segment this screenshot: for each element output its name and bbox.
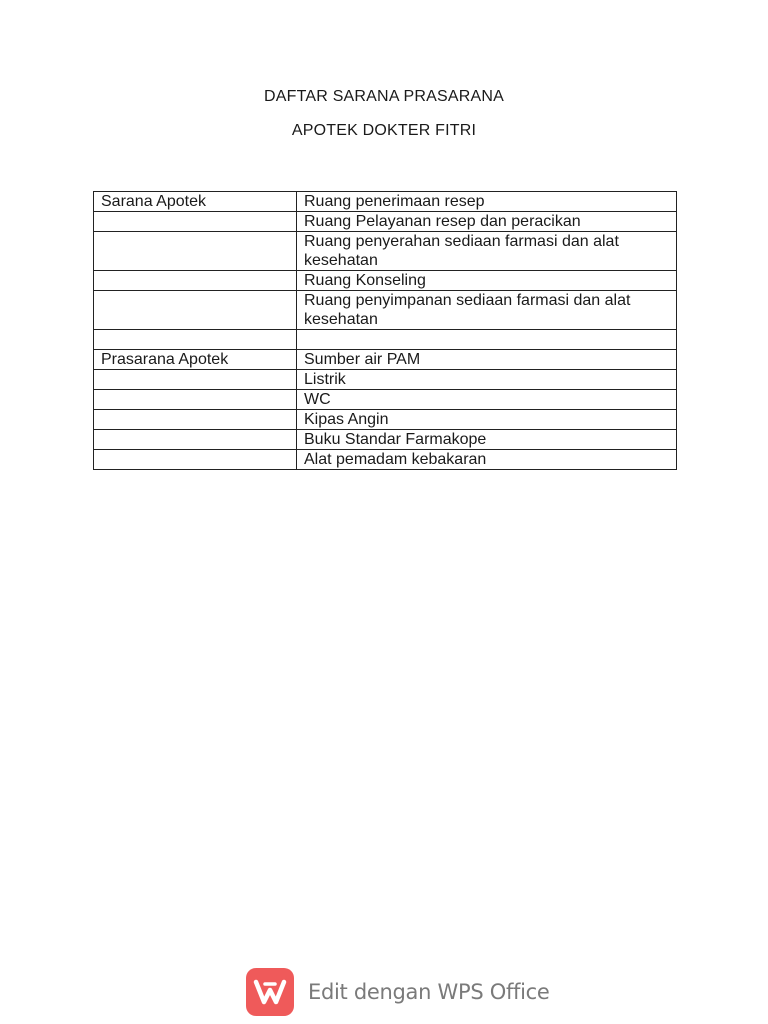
item-cell: Ruang penyerahan sediaan farmasi dan alat kesehatan (297, 232, 677, 271)
wps-logo-icon (246, 968, 294, 1016)
document-subtitle: APOTEK DOKTER FITRI (291, 122, 477, 139)
edit-with-wps-label: Edit dengan WPS Office (308, 980, 550, 1004)
table-row (94, 370, 677, 390)
table-row (94, 271, 677, 291)
category-cell (94, 271, 297, 291)
category-cell (94, 410, 297, 430)
category-cell (94, 450, 297, 470)
item-cell: WC (297, 390, 677, 410)
table-row (94, 410, 677, 430)
item-cell: Ruang penyimpanan sediaan farmasi dan alat kesehatan (297, 291, 677, 330)
category-cell: Sarana Apotek (94, 192, 297, 212)
table-row (94, 291, 677, 330)
category-cell (94, 212, 297, 232)
category-cell (94, 330, 297, 350)
item-cell (297, 330, 677, 350)
table-row (94, 232, 677, 271)
table-row (94, 192, 677, 212)
category-cell (94, 232, 297, 271)
facilities-table (93, 191, 677, 470)
item-cell: Alat pemadam kebakaran (297, 450, 677, 470)
item-cell: Sumber air PAM (297, 350, 677, 370)
item-cell: Kipas Angin (297, 410, 677, 430)
document-title: DAFTAR SARANA PRASARANA (264, 88, 504, 105)
item-cell: Ruang penerimaan resep (297, 192, 677, 212)
item-cell: Buku Standar Farmakope (297, 430, 677, 450)
item-cell: Ruang Pelayanan resep dan peracikan (297, 212, 677, 232)
table-row (94, 350, 677, 370)
edit-with-wps-button[interactable] (246, 968, 550, 1016)
category-cell (94, 370, 297, 390)
item-cell: Listrik (297, 370, 677, 390)
item-cell: Ruang Konseling (297, 271, 677, 291)
category-cell: Prasarana Apotek (94, 350, 297, 370)
table-row (94, 450, 677, 470)
table-row (94, 430, 677, 450)
table-row (94, 212, 677, 232)
category-cell (94, 390, 297, 410)
table-row (94, 330, 677, 350)
table-row (94, 390, 677, 410)
category-cell (94, 430, 297, 450)
category-cell (94, 291, 297, 330)
